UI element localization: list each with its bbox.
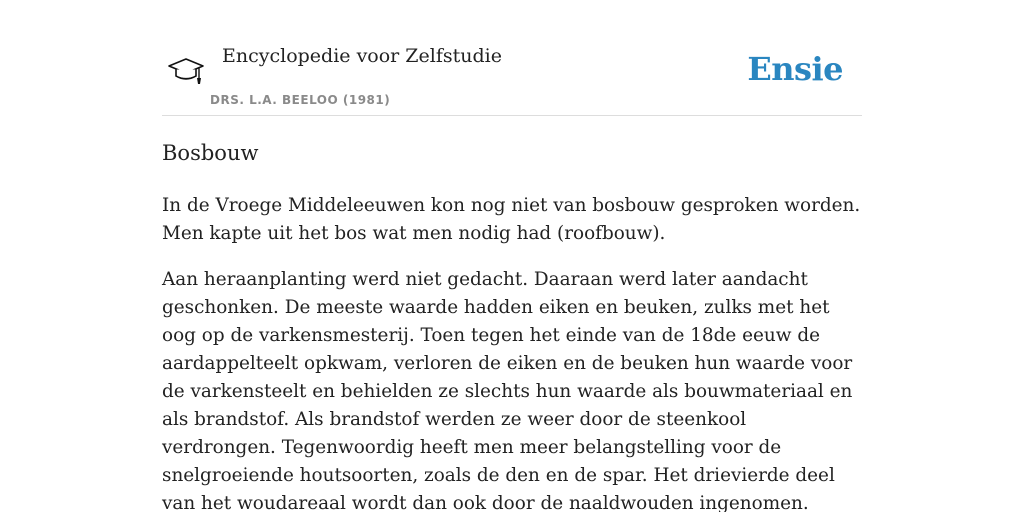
site-title[interactable]: Encyclopedie voor Zelfstudie (222, 45, 502, 67)
article-body (162, 192, 862, 512)
brand-logo[interactable]: Ensie (747, 50, 843, 88)
article-paragraph: In de Vroege Middeleeuwen kon nog niet van bosbouw gesproken worden. Men kapte uit het bos wat men nodig had (roofbouw). (162, 195, 861, 244)
graduation-cap-icon (166, 55, 206, 87)
content-container (162, 0, 862, 512)
article-paragraph: Aan heraanplanting werd niet gedacht. Daaraan werd later aandacht geschonken. De meeste waarde hadden eiken en beuken, zulks met het oog op de varkensmesterij. Toen tegen het einde van de 18de eeuw de aardappelteelt opkwam, verloren de eiken en de beuken hun waarde voor de varkensteelt en behielden ze slechts hun waarde als bouwmateriaal en als brandstof. Als brandstof werden ze weer door de steenkool verdrongen. Tegenwoordig heeft men meer belangstelling voor de snelgroeiende houtsoorten, zoals de den en de spar. Het drievierde deel van het woudareaal wordt dan ook door de naaldwouden ingenomen. (162, 269, 853, 512)
site-logo[interactable] (164, 50, 208, 92)
article-title: Bosbouw (162, 141, 259, 165)
site-author: DRS. L.A. BEELOO (1981) (210, 93, 391, 107)
site-header (162, 0, 862, 116)
